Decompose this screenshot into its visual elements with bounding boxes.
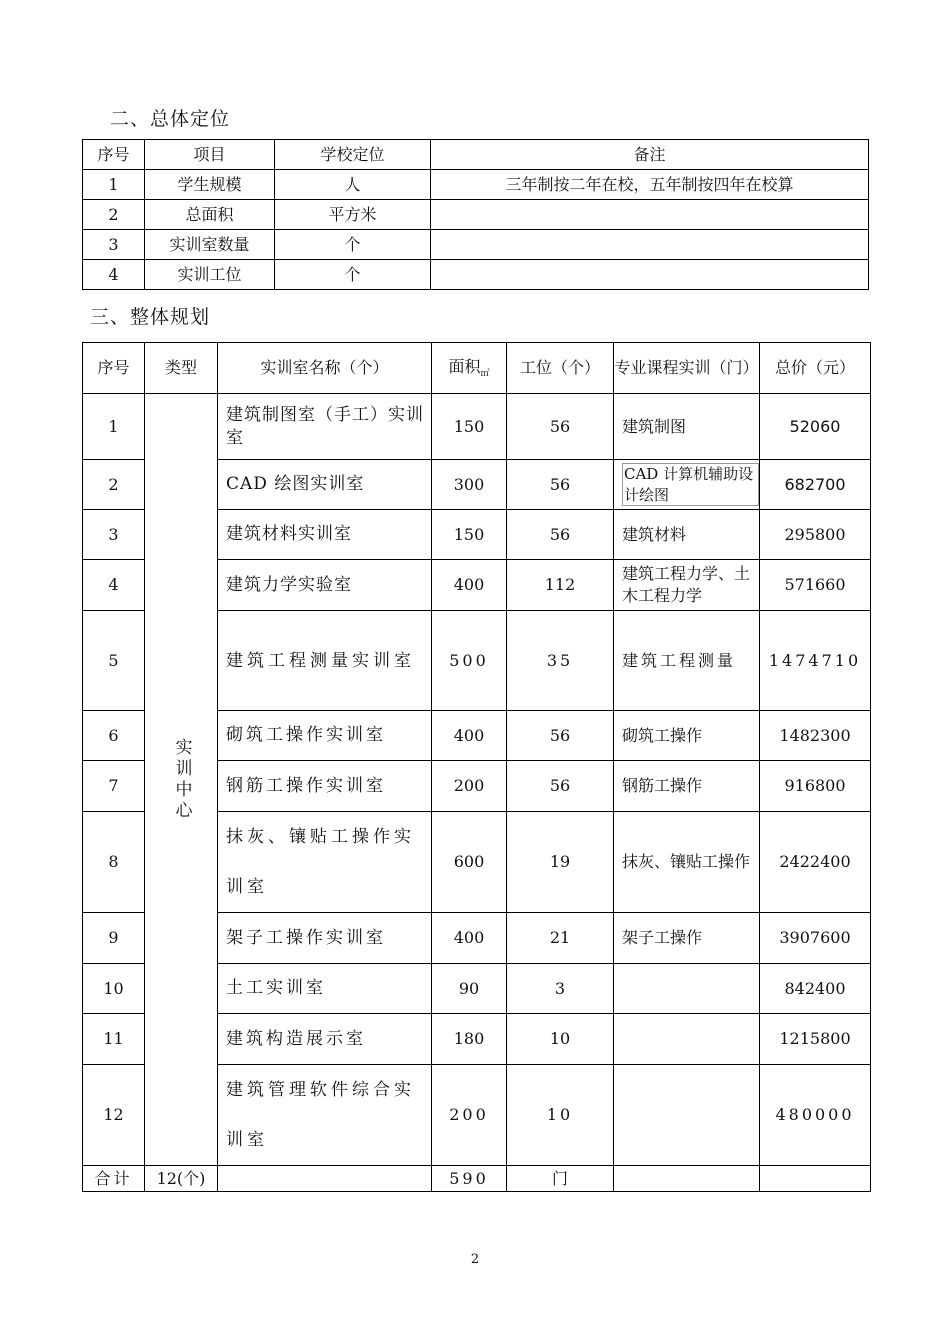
cell-positioning: 个 bbox=[275, 260, 431, 290]
cell-name: 建筑制图室（手工）实训室 bbox=[218, 394, 432, 460]
cell-no: 12 bbox=[83, 1065, 145, 1166]
col-header-no: 序号 bbox=[83, 343, 145, 394]
cell-area: 90 bbox=[432, 964, 507, 1014]
cell-course: 建筑工程测量 bbox=[614, 611, 760, 711]
cell-course: 建筑工程力学、土木工程力学 bbox=[614, 560, 760, 611]
section-3-title: 三、整体规划 bbox=[90, 306, 211, 328]
cell-name: 架子工操作实训室 bbox=[218, 913, 432, 964]
col-header-stations: 工位（个） bbox=[507, 343, 614, 394]
cell-course: 抹灰、镶贴工操作 bbox=[614, 812, 760, 913]
area-unit: ㎡ bbox=[480, 369, 490, 380]
cell-course: 架子工操作 bbox=[614, 913, 760, 964]
cell-price: 1482300 bbox=[760, 711, 871, 761]
cell-stations: 10 bbox=[507, 1065, 614, 1166]
total-price-empty bbox=[760, 1166, 871, 1192]
table-header-row bbox=[83, 140, 869, 170]
planning-table bbox=[82, 342, 871, 1192]
cell-remarks bbox=[431, 260, 869, 290]
cell-stations: 3 bbox=[507, 964, 614, 1014]
cell-name: 建筑力学实验室 bbox=[218, 560, 432, 611]
cell-stations: 56 bbox=[507, 761, 614, 812]
cell-no: 6 bbox=[83, 711, 145, 761]
col-header-price: 总价（元） bbox=[760, 343, 871, 394]
table-row bbox=[83, 394, 871, 460]
cell-course bbox=[614, 964, 760, 1014]
cell-area: 400 bbox=[432, 560, 507, 611]
cell-no: 1 bbox=[83, 394, 145, 460]
cell-course bbox=[614, 1065, 760, 1166]
cell-type bbox=[145, 394, 218, 1166]
cell-course bbox=[614, 1014, 760, 1065]
table-header-row bbox=[83, 343, 871, 394]
col-header-no: 序号 bbox=[83, 140, 145, 170]
cell-no: 3 bbox=[83, 230, 145, 260]
cell-price: 52060 bbox=[760, 394, 871, 460]
cell-name: 建筑材料实训室 bbox=[218, 510, 432, 560]
cell-item: 实训室数量 bbox=[145, 230, 275, 260]
cell-name: CAD 绘图实训室 bbox=[218, 460, 432, 510]
cell-name: 建筑工程测量实训室 bbox=[218, 611, 432, 711]
cell-area: 200 bbox=[432, 761, 507, 812]
cell-price: 3907600 bbox=[760, 913, 871, 964]
cell-no: 4 bbox=[83, 560, 145, 611]
cell-item: 总面积 bbox=[145, 200, 275, 230]
cell-course bbox=[614, 460, 760, 510]
course-text-box: CAD 计算机辅助设计绘图 bbox=[622, 463, 759, 506]
cell-area: 150 bbox=[432, 394, 507, 460]
cell-no: 2 bbox=[83, 200, 145, 230]
cell-price: 571660 bbox=[760, 560, 871, 611]
cell-no: 5 bbox=[83, 611, 145, 711]
cell-no: 9 bbox=[83, 913, 145, 964]
cell-course: 建筑制图 bbox=[614, 394, 760, 460]
col-header-item: 项目 bbox=[145, 140, 275, 170]
total-name-empty bbox=[218, 1166, 432, 1192]
cell-stations: 21 bbox=[507, 913, 614, 964]
cell-course: 砌筑工操作 bbox=[614, 711, 760, 761]
cell-name: 建筑构造展示室 bbox=[218, 1014, 432, 1065]
cell-no: 4 bbox=[83, 260, 145, 290]
cell-no: 7 bbox=[83, 761, 145, 812]
cell-stations: 56 bbox=[507, 460, 614, 510]
cell-area: 500 bbox=[432, 611, 507, 711]
col-header-area bbox=[432, 343, 507, 394]
cell-area: 300 bbox=[432, 460, 507, 510]
table-row bbox=[83, 170, 869, 200]
section-2-title: 二、总体定位 bbox=[110, 108, 231, 130]
cell-no: 1 bbox=[83, 170, 145, 200]
cell-item: 学生规模 bbox=[145, 170, 275, 200]
cell-positioning: 平方米 bbox=[275, 200, 431, 230]
col-header-type: 类型 bbox=[145, 343, 218, 394]
total-count: 12(个) bbox=[145, 1166, 218, 1192]
cell-course: 建筑材料 bbox=[614, 510, 760, 560]
cell-no: 10 bbox=[83, 964, 145, 1014]
table-row bbox=[83, 260, 869, 290]
cell-stations: 56 bbox=[507, 394, 614, 460]
cell-price: 1215800 bbox=[760, 1014, 871, 1065]
cell-price: 842400 bbox=[760, 964, 871, 1014]
cell-positioning: 人 bbox=[275, 170, 431, 200]
cell-name: 土工实训室 bbox=[218, 964, 432, 1014]
total-row bbox=[83, 1166, 871, 1192]
cell-area: 400 bbox=[432, 711, 507, 761]
cell-name: 砌筑工操作实训室 bbox=[218, 711, 432, 761]
cell-price: 2422400 bbox=[760, 812, 871, 913]
cell-item: 实训工位 bbox=[145, 260, 275, 290]
cell-remarks: 三年制按二年在校，五年制按四年在校算 bbox=[431, 170, 869, 200]
cell-no: 8 bbox=[83, 812, 145, 913]
cell-no: 2 bbox=[83, 460, 145, 510]
cell-name: 钢筋工操作实训室 bbox=[218, 761, 432, 812]
total-stations: 门 bbox=[507, 1166, 614, 1192]
col-header-remarks: 备注 bbox=[431, 140, 869, 170]
total-area: 590 bbox=[432, 1166, 507, 1192]
positioning-table bbox=[82, 139, 869, 290]
cell-no: 11 bbox=[83, 1014, 145, 1065]
cell-remarks bbox=[431, 230, 869, 260]
cell-price: 1474710 bbox=[760, 611, 871, 711]
col-header-name: 实训室名称（个） bbox=[218, 343, 432, 394]
cell-name: 抹灰、镶贴工操作实训室 bbox=[218, 812, 432, 913]
table-row bbox=[83, 230, 869, 260]
area-label: 面积 bbox=[448, 356, 481, 376]
cell-no: 3 bbox=[83, 510, 145, 560]
cell-name: 建筑管理软件综合实训室 bbox=[218, 1065, 432, 1166]
table-row bbox=[83, 200, 869, 230]
cell-remarks bbox=[431, 200, 869, 230]
cell-stations: 56 bbox=[507, 711, 614, 761]
cell-stations: 112 bbox=[507, 560, 614, 611]
cell-area: 150 bbox=[432, 510, 507, 560]
cell-area: 400 bbox=[432, 913, 507, 964]
col-header-course: 专业课程实训（门） bbox=[614, 343, 760, 394]
page-number: 2 bbox=[470, 1252, 480, 1267]
cell-stations: 35 bbox=[507, 611, 614, 711]
cell-price: 916800 bbox=[760, 761, 871, 812]
cell-price: 480000 bbox=[760, 1065, 871, 1166]
cell-stations: 19 bbox=[507, 812, 614, 913]
cell-price: 295800 bbox=[760, 510, 871, 560]
cell-positioning: 个 bbox=[275, 230, 431, 260]
total-label: 合计 bbox=[83, 1166, 145, 1192]
cell-price: 682700 bbox=[760, 460, 871, 510]
cell-course: 钢筋工操作 bbox=[614, 761, 760, 812]
col-header-positioning: 学校定位 bbox=[275, 140, 431, 170]
cell-area: 600 bbox=[432, 812, 507, 913]
total-course-empty bbox=[614, 1166, 760, 1192]
cell-stations: 10 bbox=[507, 1014, 614, 1065]
cell-area: 180 bbox=[432, 1014, 507, 1065]
cell-stations: 56 bbox=[507, 510, 614, 560]
cell-area: 200 bbox=[432, 1065, 507, 1166]
type-label: 实训中心 bbox=[171, 737, 192, 822]
